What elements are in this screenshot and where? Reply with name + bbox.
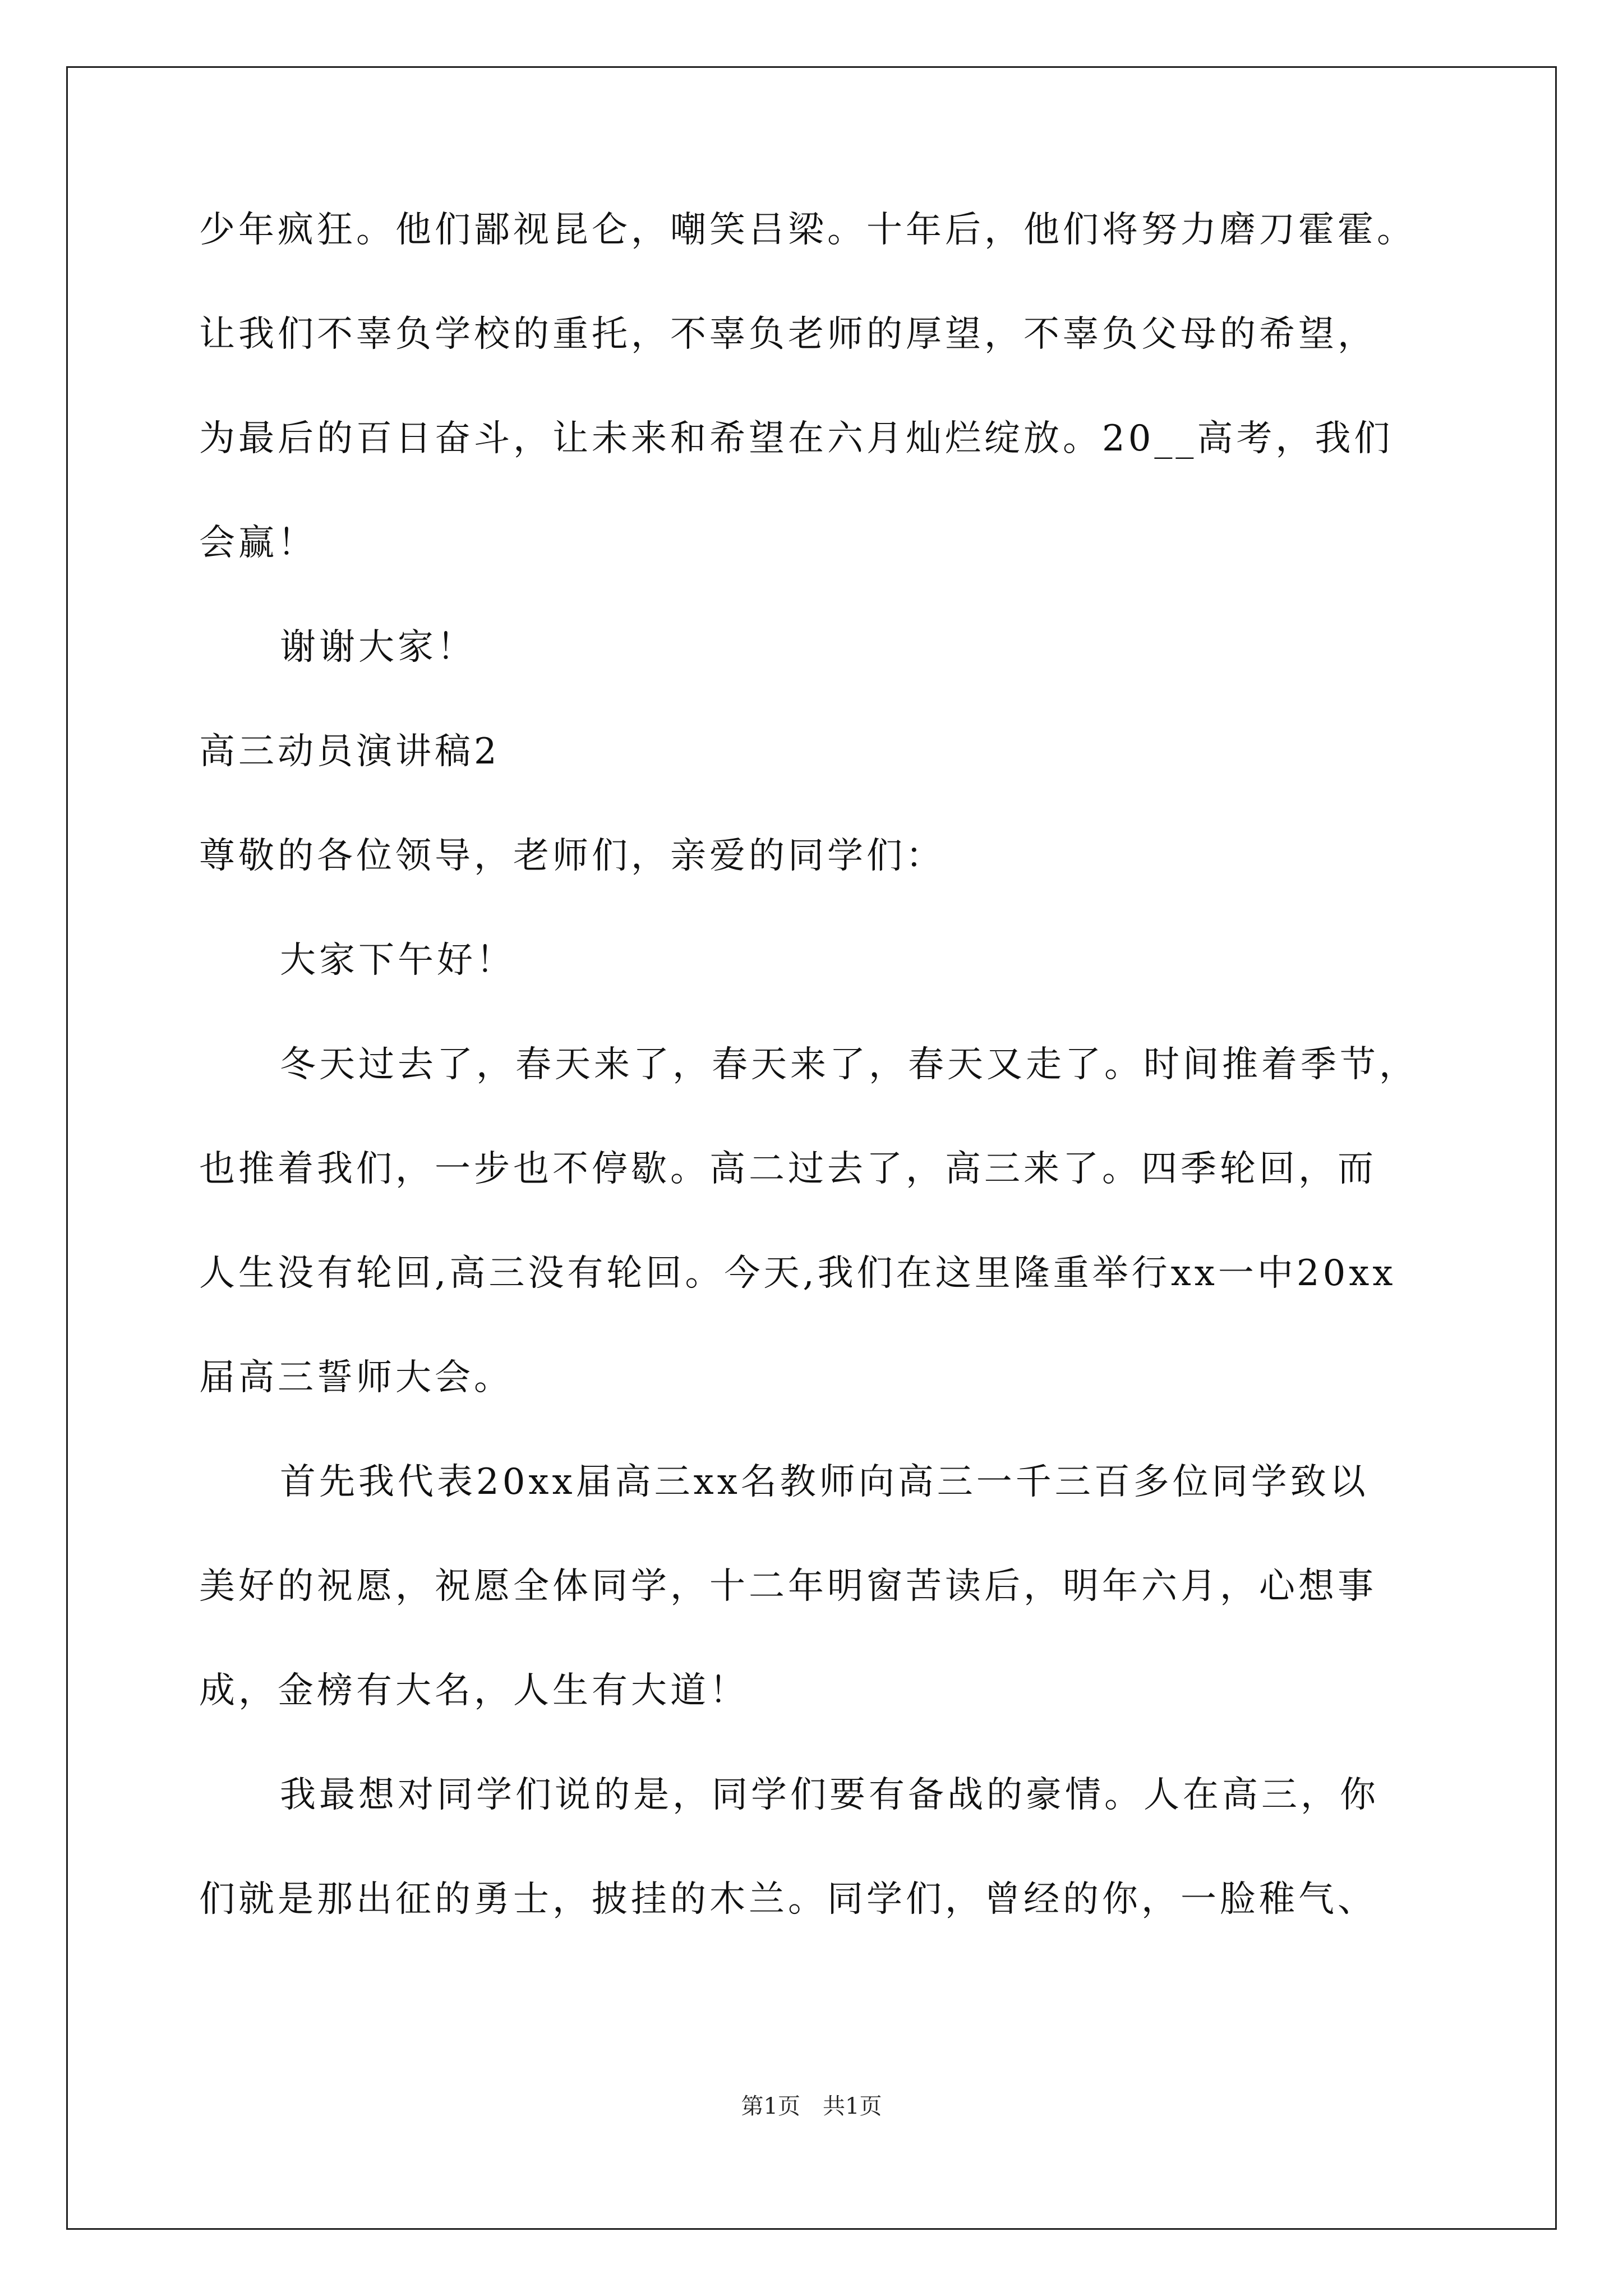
text-line: 会赢！ [199, 522, 317, 564]
text-line: 冬天过去了，春天来了，春天来了，春天又走了。时间推着季节， [280, 1044, 1418, 1085]
text-line: 首先我代表20xx届高三xx名教师向高三一千三百多位同学致以 [280, 1461, 1369, 1503]
text-line: 届高三誓师大会。 [199, 1357, 513, 1398]
page-total: 共1页 [823, 2093, 882, 2119]
text-line: 为最后的百日奋斗，让未来和希望在六月灿烂绽放。20__高考，我们 [199, 418, 1394, 459]
text-line: 人生没有轮回,高三没有轮回。今天,我们在这里隆重举行xx一中20xx [199, 1253, 1396, 1294]
closing-line: 谢谢大家！ [280, 627, 476, 668]
text-line: 我最想对同学们说的是，同学们要有备战的豪情。人在高三，你 [280, 1774, 1379, 1816]
page-footer [0, 2092, 1623, 2120]
text-line: 成，金榜有大名，人生有大道！ [199, 1670, 749, 1711]
text-line: 也推着我们，一步也不停歇。高二过去了，高三来了。四季轮回，而 [199, 1148, 1377, 1190]
text-line: 让我们不辜负学校的重托，不辜负老师的厚望，不辜负父母的希望， [199, 314, 1377, 355]
text-line: 们就是那出征的勇士，披挂的木兰。同学们，曾经的你，一脸稚气、 [199, 1879, 1377, 1920]
section-title: 高三动员演讲稿2 [199, 731, 500, 772]
text-line: 少年疯狂。他们鄙视昆仑，嘲笑吕梁。十年后，他们将努力磨刀霍霍。 [199, 209, 1416, 251]
greeting: 大家下午好！ [280, 940, 515, 981]
page-number: 第1页 [741, 2093, 800, 2119]
salutation: 尊敬的各位领导，老师们，亲爱的同学们： [199, 835, 945, 877]
text-line: 美好的祝愿，祝愿全体同学，十二年明窗苦读后，明年六月，心想事 [199, 1566, 1377, 1607]
